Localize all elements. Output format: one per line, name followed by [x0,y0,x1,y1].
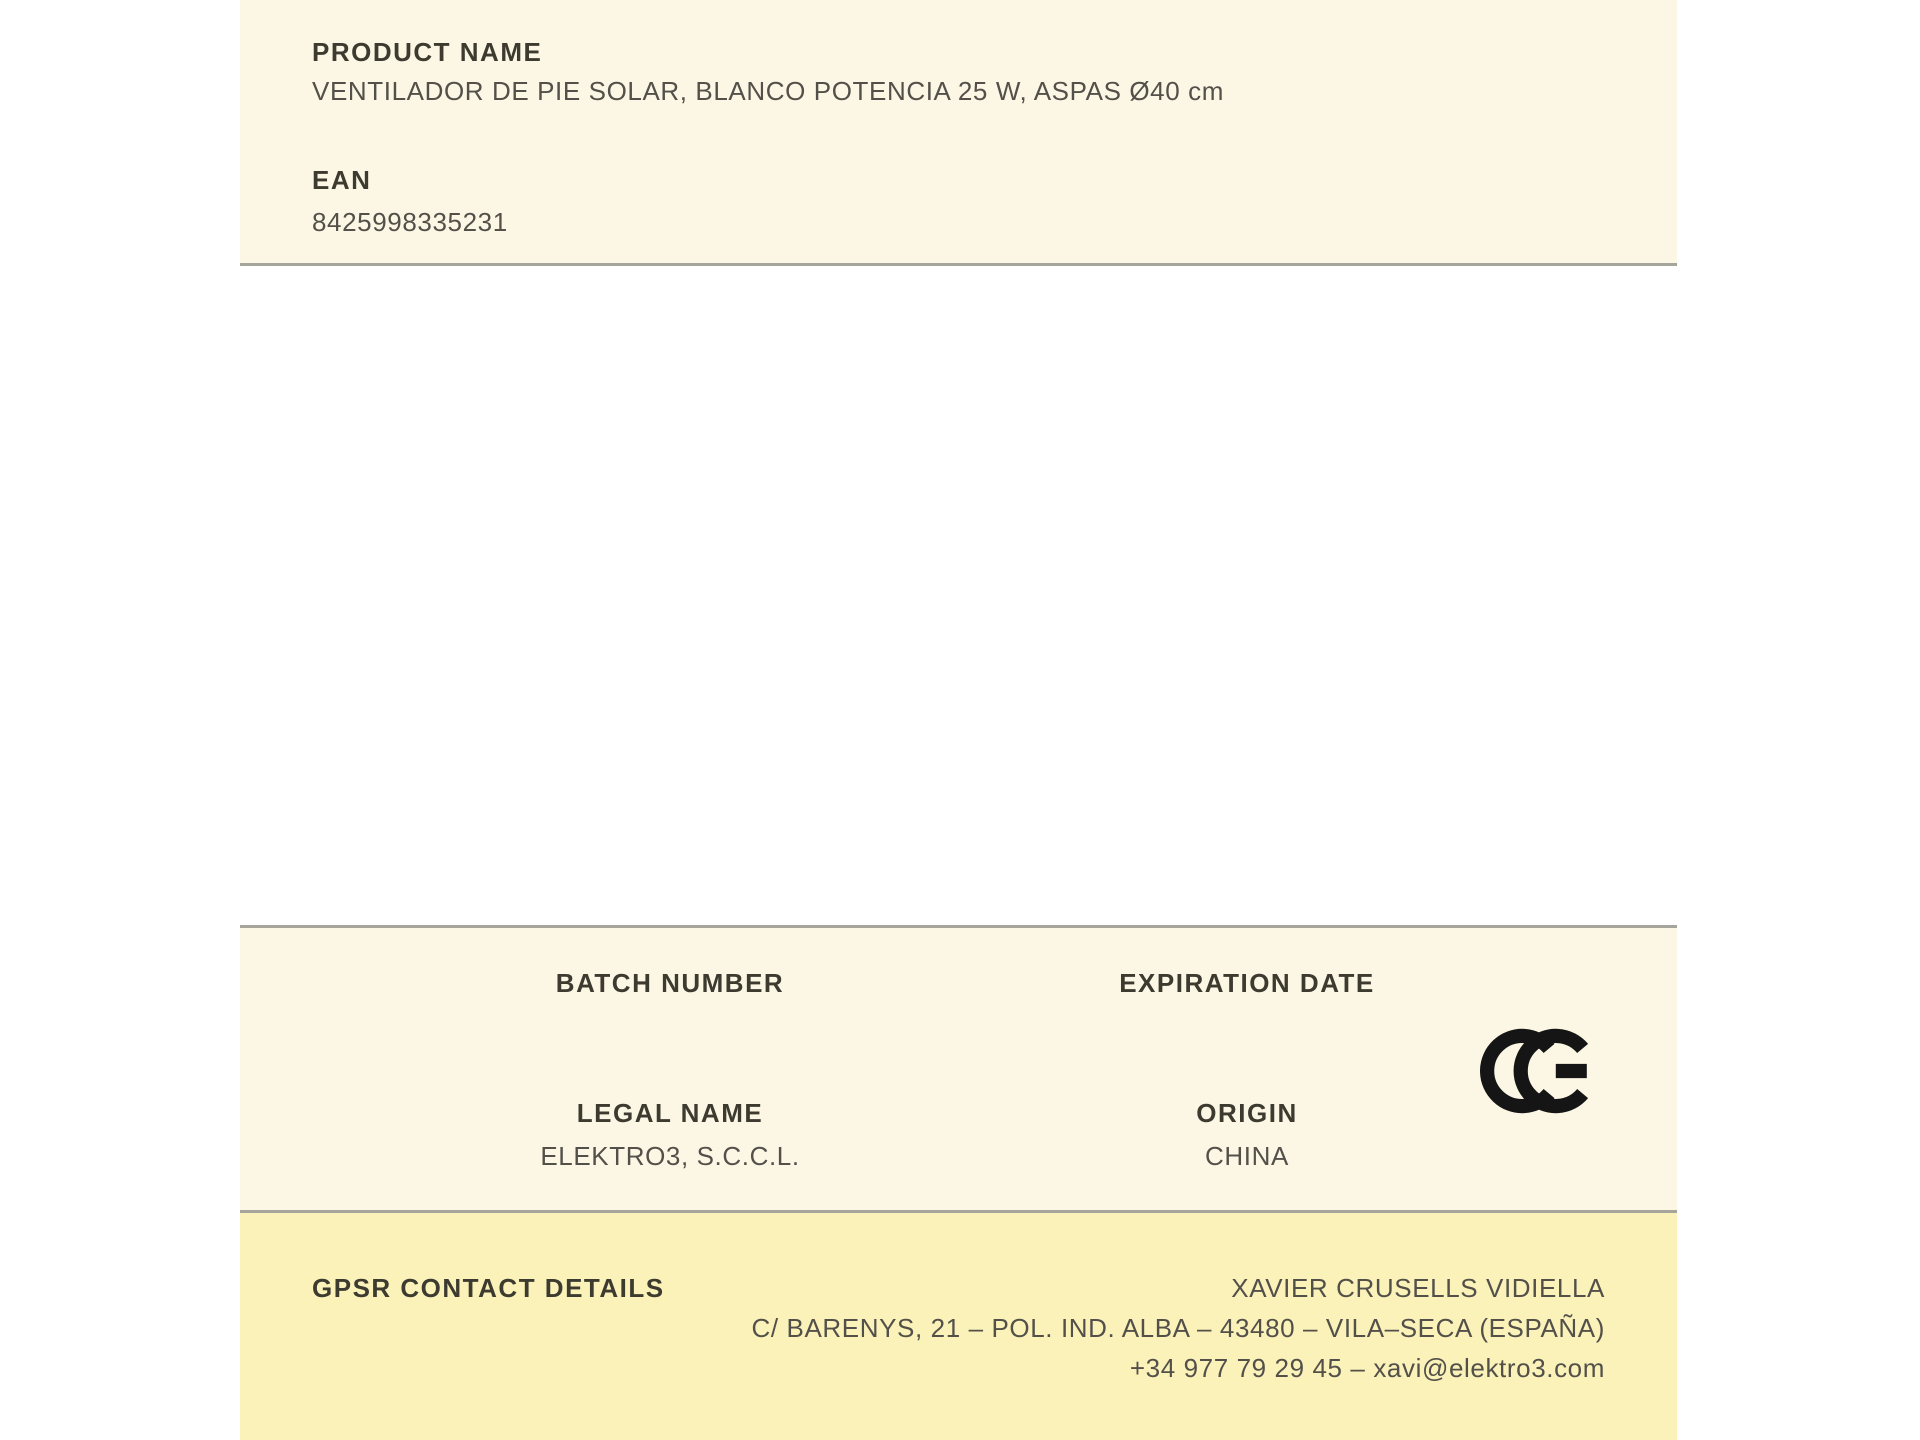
gpsr-contact-block [752,1268,1605,1388]
ean-label: EAN [312,165,372,195]
gpsr-contact-label: GPSR CONTACT DETAILS [312,1273,665,1303]
origin-value: CHINA [1205,1141,1289,1171]
product-header-section [240,0,1677,266]
product-name-value: VENTILADOR DE PIE SOLAR, BLANCO POTENCIA 25 W, ASPAS Ø40 cm [312,76,1224,106]
origin-label: ORIGIN [1196,1098,1298,1128]
ean-value: 8425998335231 [312,207,508,237]
legal-name-value: ELEKTRO3, S.C.C.L. [540,1141,800,1171]
legal-name-label: LEGAL NAME [576,1098,764,1128]
expiration-date-label: EXPIRATION DATE [1119,968,1375,998]
contact-address: C/ BARENYS, 21 – POL. IND. ALBA – 43480 – VILA–SECA (ESPAÑA) [751,1313,1605,1343]
gpsr-contact-section [240,1213,1677,1440]
batch-info-section [240,925,1677,1213]
contact-phone-email: +34 977 79 29 45 – xavi@elektro3.com [1129,1353,1605,1383]
contact-name: XAVIER CRUSELLS VIDIELLA [1231,1273,1605,1303]
batch-number-label: BATCH NUMBER [555,968,785,998]
ce-mark-icon [1480,1028,1598,1114]
product-name-label: PRODUCT NAME [312,37,543,67]
